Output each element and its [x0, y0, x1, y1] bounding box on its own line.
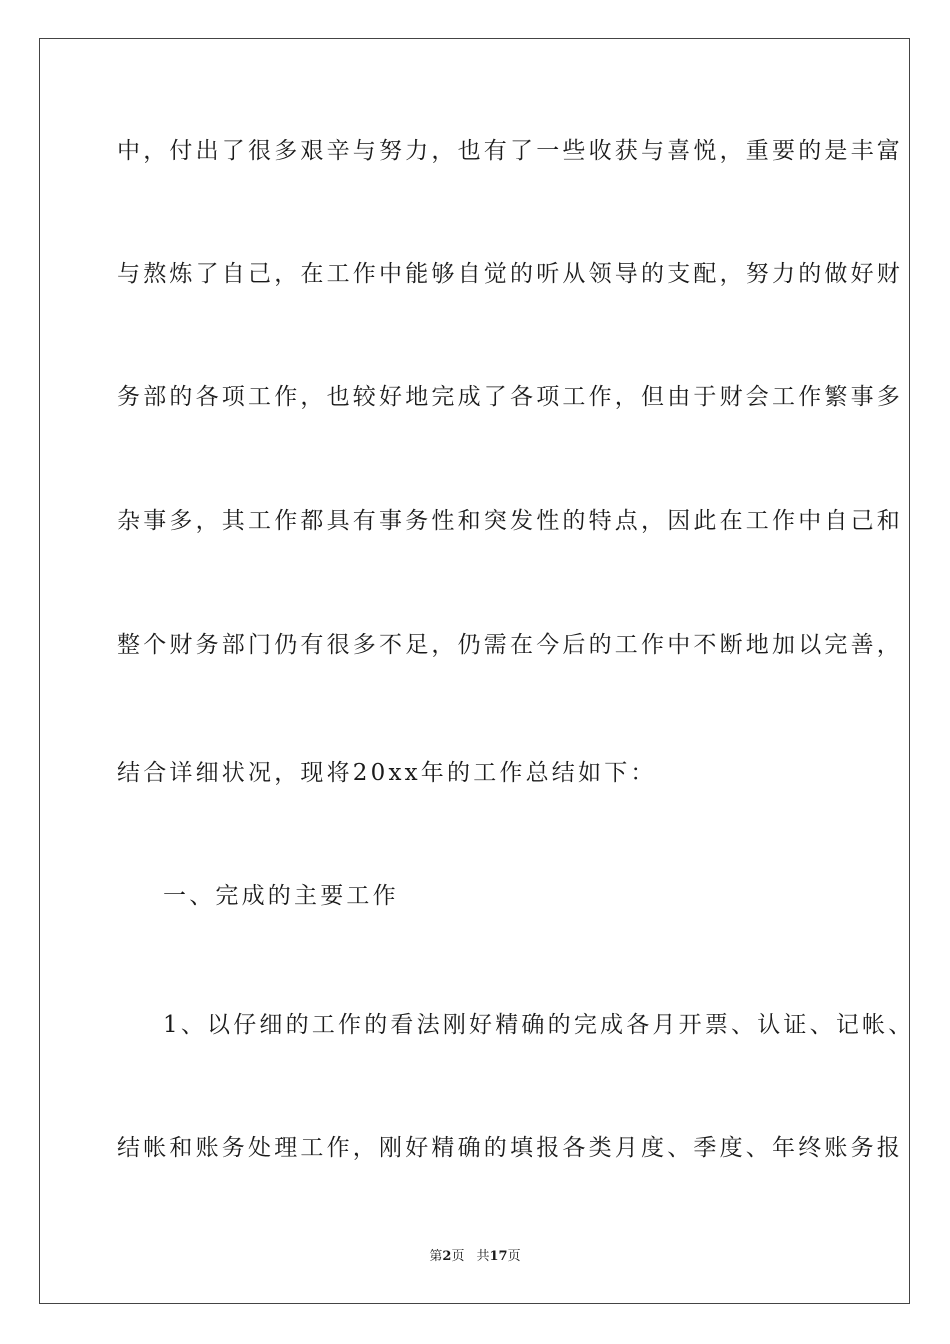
page-prefix: 第 — [429, 1249, 443, 1264]
list-item-1-line-1: 1、以仔细的工作的看法刚好精确的完成各月开票、认证、记帐、 — [163, 1012, 915, 1038]
body-line-1: 中，付出了很多艰辛与努力，也有了一些收获与喜悦，重要的是丰富 — [117, 138, 903, 164]
page-number: 2 — [442, 1249, 452, 1264]
section-heading: 一、完成的主要工作 — [163, 883, 399, 909]
total-pages: 17 — [489, 1249, 508, 1264]
total-suffix: 页 — [507, 1249, 521, 1264]
page-footer — [0, 1248, 950, 1266]
list-item-1-line-2: 结帐和账务处理工作，刚好精确的填报各类月度、季度、年终账务报 — [117, 1135, 903, 1161]
body-line-2: 与熬炼了自己，在工作中能够自觉的听从领导的支配，努力的做好财 — [117, 261, 903, 287]
body-line-6: 结合详细状况，现将20xx年的工作总结如下： — [117, 760, 657, 786]
body-line-3: 务部的各项工作，也较好地完成了各项工作，但由于财会工作繁事多 — [117, 384, 903, 410]
body-line-5: 整个财务部门仍有很多不足，仍需在今后的工作中不断地加以完善， — [117, 632, 903, 658]
page-suffix: 页 — [451, 1249, 465, 1264]
body-line-4: 杂事多，其工作都具有事务性和突发性的特点，因此在工作中自己和 — [117, 508, 903, 534]
total-prefix: 共 — [476, 1249, 490, 1264]
page-border — [39, 38, 910, 1304]
